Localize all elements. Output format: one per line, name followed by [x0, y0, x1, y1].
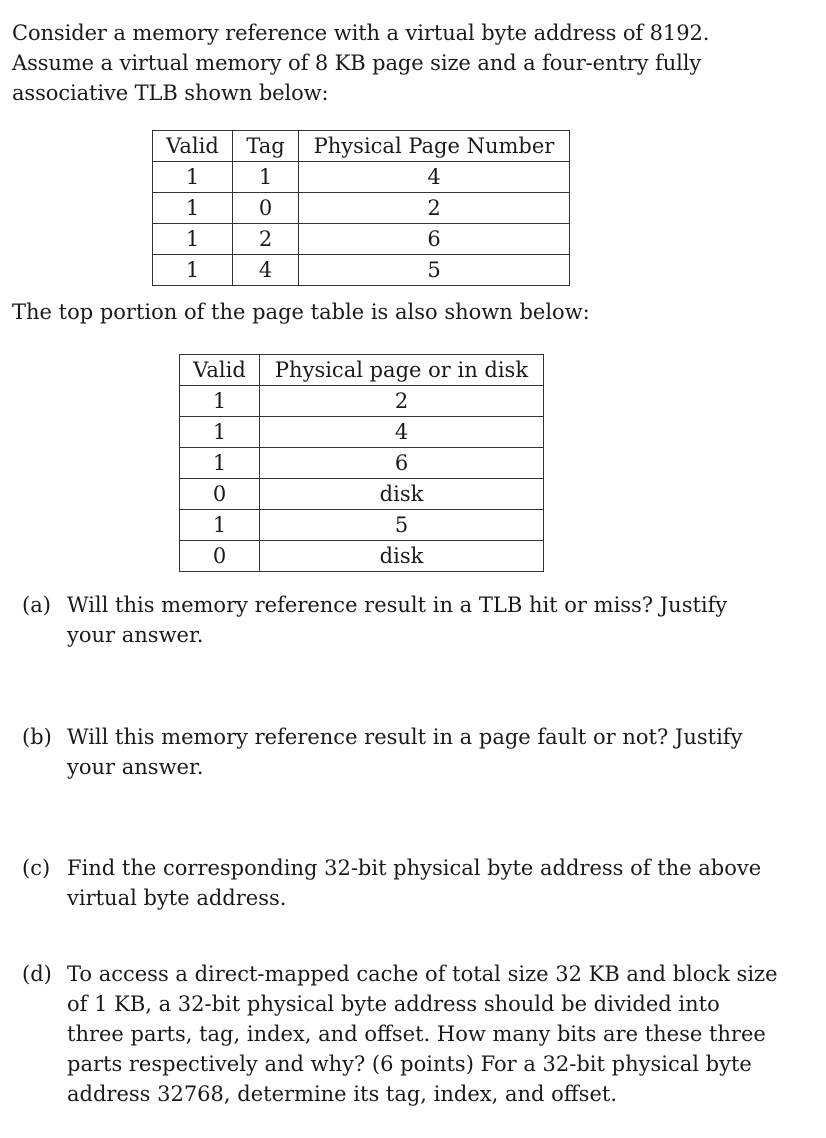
- tlb-header-valid: Valid: [153, 131, 233, 162]
- table-row: [153, 162, 570, 193]
- question-a-label: (a): [22, 593, 51, 617]
- question-d: [22, 959, 782, 1109]
- page-table-cell-physical: 6: [260, 448, 544, 479]
- question-d-label: (d): [22, 962, 52, 986]
- tlb-cell-tag: 1: [233, 162, 299, 193]
- question-b: [22, 722, 782, 782]
- tlb-table: [152, 130, 570, 286]
- table-row: [180, 541, 544, 572]
- tlb-cell-tag: 2: [233, 224, 299, 255]
- tlb-cell-ppn: 6: [299, 224, 570, 255]
- page-table-intro: The top portion of the page table is also shown below:: [12, 300, 590, 324]
- question-c: [22, 853, 782, 913]
- tlb-cell-ppn: 2: [299, 193, 570, 224]
- tlb-cell-valid: 1: [153, 255, 233, 286]
- question-b-text: Will this memory reference result in a page fault or not? Justify your answer.: [67, 725, 743, 779]
- tlb-cell-ppn: 4: [299, 162, 570, 193]
- question-c-text: Find the corresponding 32-bit physical byte address of the above virtual byte address.: [67, 856, 762, 910]
- table-row: [153, 224, 570, 255]
- page-table-cell-physical: disk: [260, 541, 544, 572]
- question-c-label: (c): [22, 856, 51, 880]
- page-table-cell-valid: 1: [180, 448, 260, 479]
- tlb-cell-valid: 1: [153, 162, 233, 193]
- tlb-cell-ppn: 5: [299, 255, 570, 286]
- page-table-cell-physical: 2: [260, 386, 544, 417]
- page-table-header-row: [180, 355, 544, 386]
- page-table-header-valid: Valid: [180, 355, 260, 386]
- question-a: [22, 590, 782, 650]
- page-table-header-physical: Physical page or in disk: [260, 355, 544, 386]
- tlb-header-tag: Tag: [233, 131, 299, 162]
- page-table: [179, 354, 544, 572]
- tlb-header-row: [153, 131, 570, 162]
- table-row: [180, 386, 544, 417]
- tlb-cell-tag: 4: [233, 255, 299, 286]
- question-d-text: To access a direct-mapped cache of total size 32 KB and block size of 1 KB, a 32-bit physical byte address should be divided into three parts, tag, index, and offset. How many bits are these three parts respectively and why? (6 points) For a 32-bit physical byte address 32768, determine its tag, index, and offset.: [67, 962, 778, 1106]
- page-table-cell-valid: 0: [180, 479, 260, 510]
- tlb-cell-valid: 1: [153, 224, 233, 255]
- table-row: [180, 417, 544, 448]
- table-row: [153, 255, 570, 286]
- intro-paragraph: Consider a memory reference with a virtual byte address of 8192. Assume a virtual memory of 8 KB page size and a four-entry fully associative TLB shown below:: [12, 21, 710, 105]
- page-table-cell-physical: disk: [260, 479, 544, 510]
- page-table-cell-valid: 0: [180, 541, 260, 572]
- page-table-cell-valid: 1: [180, 386, 260, 417]
- question-a-text: Will this memory reference result in a TLB hit or miss? Justify your answer.: [67, 593, 728, 647]
- page-table-cell-physical: 4: [260, 417, 544, 448]
- tlb-header-ppn: Physical Page Number: [299, 131, 570, 162]
- tlb-cell-tag: 0: [233, 193, 299, 224]
- table-row: [153, 193, 570, 224]
- table-row: [180, 510, 544, 541]
- table-row: [180, 448, 544, 479]
- tlb-cell-valid: 1: [153, 193, 233, 224]
- page-table-cell-physical: 5: [260, 510, 544, 541]
- table-row: [180, 479, 544, 510]
- page-table-cell-valid: 1: [180, 417, 260, 448]
- page-table-cell-valid: 1: [180, 510, 260, 541]
- question-b-label: (b): [22, 725, 52, 749]
